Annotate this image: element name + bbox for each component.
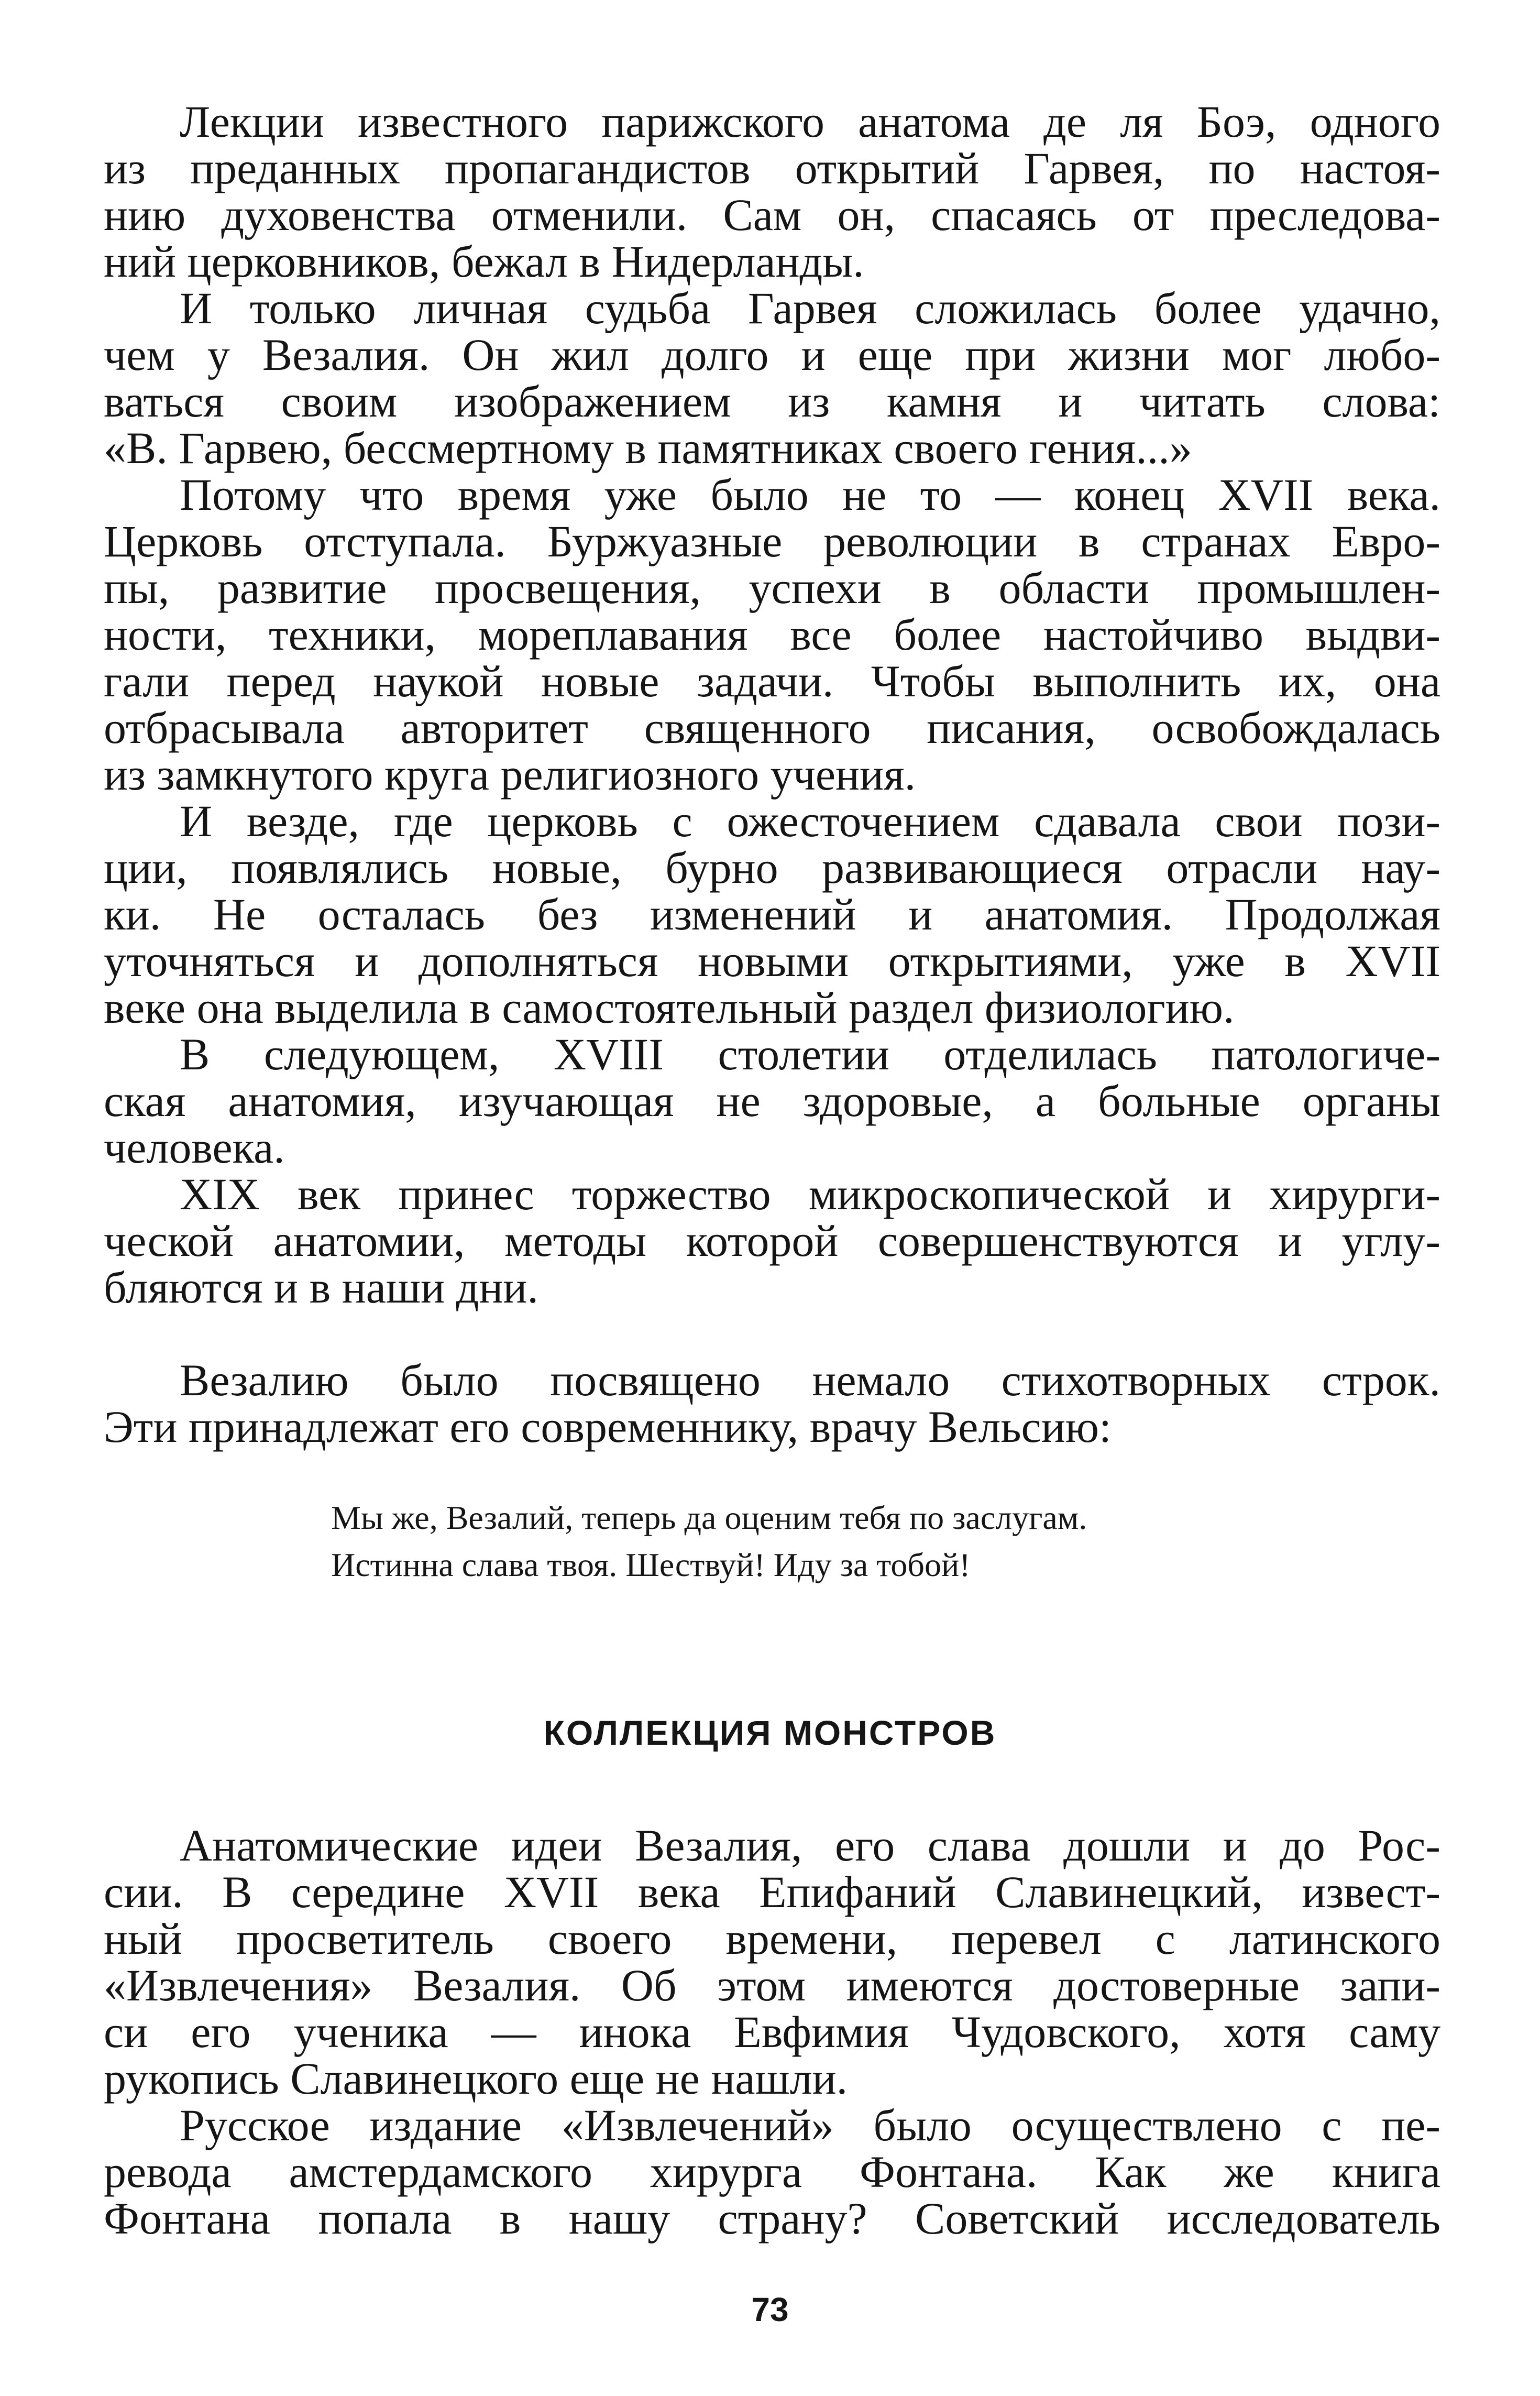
text-line: Эти принадлежат его современнику, врачу Вельсию: [104, 1402, 1112, 1452]
text-line: ний церковников, бежал в Нидерланды. [104, 236, 864, 287]
text-block-history [104, 96, 1440, 1312]
paragraph [104, 2102, 1440, 2242]
text-line: из замкнутого круга религиозного учения. [104, 749, 916, 800]
text-line: Везалию было посвящено немало стихотворных строк. [180, 1355, 1440, 1405]
text-line: отбрасывала авторитет священного писания, освобождалась [104, 703, 1440, 753]
paragraph [104, 96, 1440, 287]
text-line: сии. В середине XVII века Епифаний Славинецкий, извест- [104, 1867, 1440, 1917]
text-line: ции, появлялись новые, бурно развивающиеся отрасли нау- [104, 843, 1440, 893]
text-line: рукопись Славинецкого еще не нашли. [104, 2053, 848, 2104]
text-line: уточняться и дополняться новыми открытиями, уже в XVII [104, 936, 1440, 986]
text-line: ки. Не осталась без изменений и анатомия. Продолжая [104, 889, 1440, 939]
text-line: гали перед наукой новые задачи. Чтобы выполнить их, она [104, 656, 1440, 706]
text-line: си его ученика — инока Евфимия Чудовского, хотя саму [104, 2007, 1440, 2057]
chapter-heading: КОЛЛЕКЦИЯ МОНСТРОВ [543, 1713, 997, 1752]
text-block-chapter [104, 1822, 1440, 2242]
text-line: пы, развитие просвещения, успехи в области промышлен- [104, 563, 1440, 613]
text-line: Церковь отступала. Буржуазные революции в странах Евро- [104, 516, 1440, 566]
text-line: «В. Гарвею, бессмертному в памятниках своего гения...» [104, 423, 1192, 473]
text-line: ская анатомия, изучающая не здоровые, а больные органы [104, 1076, 1440, 1126]
text-line: нию духовенства отменили. Сам он, спасаясь от преследова- [104, 190, 1440, 240]
text-line: XIX век принес торжество микроскопической и хирурги- [180, 1169, 1440, 1219]
poem-line: Мы же, Везалий, теперь да оценим тебя по заслугам. [331, 1499, 1087, 1536]
text-line: ваться своим изображением из камня и читать слова: [104, 376, 1440, 426]
page-number: 73 [751, 2291, 789, 2328]
text-line: «Извлечения» Везалия. Об этом имеются достоверные запи- [104, 1960, 1440, 2010]
paragraph [104, 1171, 1440, 1311]
paragraph [104, 469, 1440, 800]
text-line: В следующем, XVIII столетии отделилась патологиче- [180, 1029, 1440, 1079]
text-line: Анатомические идеи Везалия, его слава дошли и до Рос- [180, 1820, 1440, 1870]
text-block-poem-intro [104, 1357, 1440, 1450]
text-line: И везде, где церковь с ожесточением сдавала свои пози- [180, 796, 1440, 846]
text-line: Лекции известного парижского анатома де ля Боэ, одного [180, 96, 1440, 147]
paragraph [104, 1822, 1440, 2102]
text-line: ревода амстердамского хирурга Фонтана. Как же книга [104, 2147, 1440, 2197]
text-line: Потому что время уже было не то — конец XVII века. [180, 469, 1440, 520]
paragraph [104, 1357, 1440, 1450]
text-line: ческой анатомии, методы которой совершенствуются и углу- [104, 1216, 1440, 1266]
paragraph [104, 1031, 1440, 1171]
paragraph [104, 285, 1440, 472]
text-line: чем у Везалия. Он жил долго и еще при жизни мог любо- [104, 330, 1440, 380]
poem-quote [331, 1494, 1379, 1589]
text-line: Фонтана попала в нашу страну? Советский исследователь [104, 2193, 1440, 2244]
text-line: ный просветитель своего времени, перевел с латинского [104, 1913, 1440, 1964]
text-line: Русское издание «Извлечений» было осуществлено с пе- [180, 2100, 1440, 2150]
poem-line: Истинна слава твоя. Шествуй! Иду за тобой! [331, 1546, 971, 1583]
text-line: ности, техники, мореплавания все более настойчиво выдви- [104, 609, 1440, 660]
text-line: бляются и в наши дни. [104, 1262, 538, 1312]
paragraph [104, 798, 1440, 1031]
text-line: из преданных пропагандистов открытий Гарвея, по настоя- [104, 143, 1440, 193]
text-line: веке она выделила в самостоятельный раздел физиологию. [104, 982, 1235, 1033]
text-line: И только личная судьба Гарвея сложилась более удачно, [180, 283, 1440, 333]
text-line: человека. [104, 1122, 285, 1173]
